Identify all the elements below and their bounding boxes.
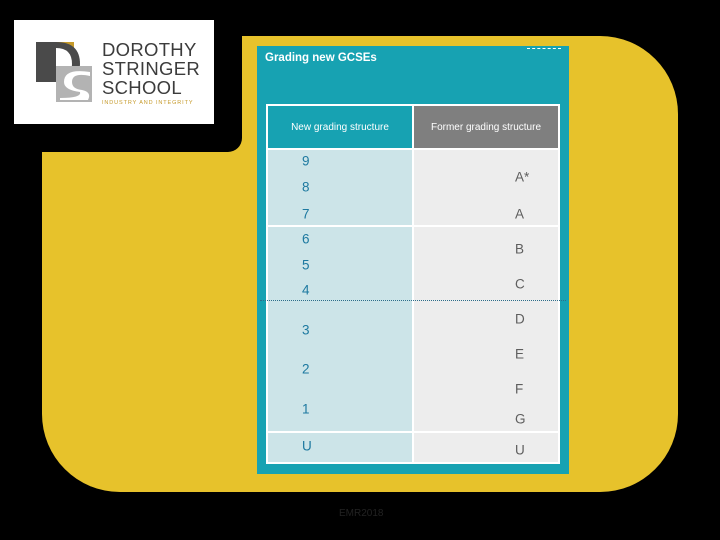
new-grades-column [268,150,412,462]
new-grade-7: 7 [302,206,310,222]
new-grade-6: 6 [302,231,310,247]
grading-table [266,104,560,464]
pass-line-divider [260,300,566,301]
ds-monogram-icon [36,42,96,102]
logo-wordmark [102,40,200,106]
header-new-grading: New grading structure [268,106,412,148]
new-grade-1: 1 [302,401,310,417]
footer-label: EMR2018 [339,508,384,519]
former-grade-b: B [515,241,525,257]
former-grades-column [414,150,558,462]
logo-tagline: INDUSTRY AND INTEGRITY [102,100,194,106]
logo-line-stringer: STRINGER [102,58,200,79]
logo-line-school: SCHOOL [102,77,182,98]
former-grade-e: E [515,346,525,362]
former-grade-d: D [515,311,525,327]
grading-card [257,46,569,474]
new-grade-8: 8 [302,179,310,195]
former-grade-u: U [515,442,525,458]
row-divider [268,431,558,433]
new-grade-3: 3 [302,322,310,338]
former-grade-a: A [515,206,525,222]
new-grade-9: 9 [302,153,310,169]
new-grade-5: 5 [302,257,310,273]
school-logo [14,20,214,124]
row-divider [268,225,558,227]
former-grade-f: F [515,381,524,397]
new-grade-4: 4 [302,282,310,298]
new-grade-2: 2 [302,361,310,377]
logo-line-dorothy: DOROTHY [102,39,197,60]
former-grade-c: C [515,276,525,292]
former-grade-g: G [515,411,526,427]
corner-decoration [527,48,561,52]
new-grade-u: U [302,438,312,454]
card-title: Grading new GCSEs [265,52,377,64]
former-grade-a-star: A* [515,169,530,185]
header-former-grading: Former grading structure [414,106,558,148]
